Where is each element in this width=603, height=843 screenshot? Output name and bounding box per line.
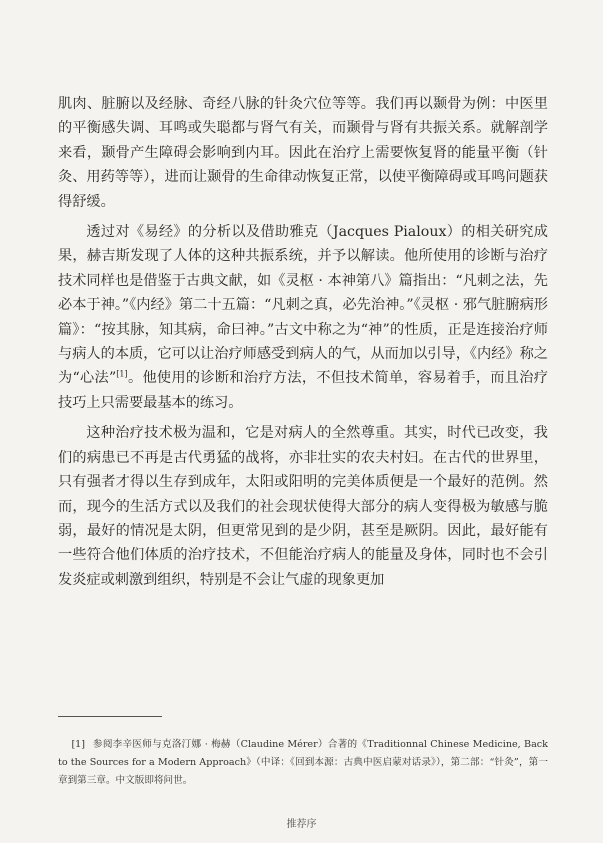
paragraph-1 [58, 92, 548, 214]
footnote-divider [58, 716, 162, 717]
paragraph-2 [58, 220, 548, 415]
footnote-reference[interactable]: [1] [116, 369, 128, 379]
footnote-text: 参阅李辛医师与克洛汀娜 · 梅赫（Claudine Mérer）合著的《Traditionnal Chinese Medicine, Back to the Sources for a Modern Approach》（中译：《回到本源：古典中医启蒙对话录》），第二部：“针灸”，第一章到第三章。中文版即将问世。 [58, 739, 548, 786]
page-footer-label: 推荐序 [286, 819, 317, 830]
paragraph-3-text: 这种治疗技术极为温和，它是对病人的全然尊重。其实，时代已改变，我们的病患已不再是古代勇猛的战将，亦非壮实的农夫村妇。在古代的世界里，只有强者才得以生存到成年，太阳或阳明的完美体质便是一个最好的范例。然而，现今的生活方式以及我们的社会现状使得大部分的病人变得极为敏感与脆弱，最好的情况是太阴，但更常见到的是少阴，甚至是厥阴。因此，最好能有一些符合他们体质的治疗技术，不但能治疗病人的能量及身体，同时也不会引发炎症或刺激到组织，特别是不会让气虚的现象更加 [58, 425, 548, 588]
footnote-marker: [1] [71, 739, 86, 750]
paragraph-2-text-b: 。他使用的诊断和治疗方法，不但技术简单，容易着手，而且治疗技巧上只需要最基本的练习。 [58, 370, 548, 411]
paragraph-1-text: 肌肉、脏腑以及经脉、奇经八脉的针灸穴位等等。我们再以颞骨为例：中医里的平衡感失调、耳鸣或失聪都与肾气有关，而颞骨与肾有共振关系。就解剖学来看，颞骨产生障碍会影响到内耳。因此在治疗上需要恢复肾的能量平衡（针灸、用药等等），进而让颞骨的生命律动恢复正常，以使平衡障碍或耳鸣问题获得舒缓。 [58, 96, 548, 210]
paragraph-2-text-a: 透过对《易经》的分析以及借助雅克（Jacques Pialoux）的相关研究成果，赫吉斯发现了人体的这种共振系统，并予以解读。他所使用的诊断与治疗技术同样也是借鉴于古典文献，如《灵枢 · 本神第八》篇指出：“凡刺之法，先必本于神。”《内经》第二十五篇：“凡刺之真，必先治神。”《灵枢 · 邪气脏腑病形篇》：“按其脉，知其病，命曰神。”古文中称之为“神”的性质，正是连接治疗师与病人的本质，它可以让治疗师感受到病人的气，从而加以引导，《内经》称之为“心法” [58, 224, 548, 387]
paragraph-3 [58, 421, 548, 592]
body-text [58, 92, 548, 592]
footnote [58, 736, 548, 790]
